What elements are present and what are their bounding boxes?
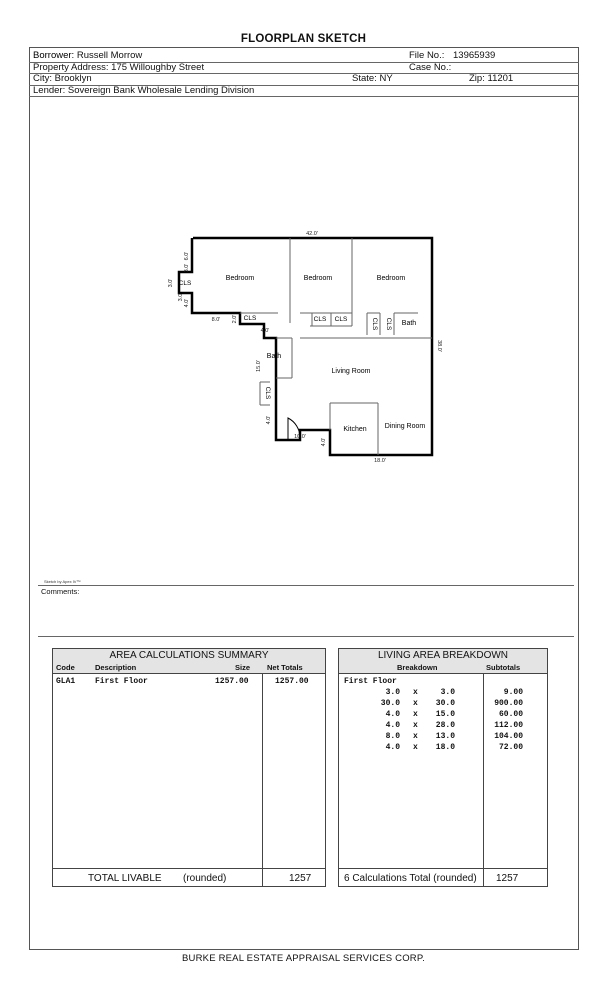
breakdown-b: 15.0 (435, 710, 455, 719)
breakdown-b: 28.0 (435, 721, 455, 730)
area-summary-header (53, 649, 325, 674)
borrower-label: Borrower: (33, 50, 75, 61)
closet-label: CLS (371, 317, 378, 331)
table-row-size: 1257.00 (215, 677, 249, 686)
dimension-right: 38.0' (436, 340, 442, 352)
comments-divider (38, 585, 574, 586)
breakdown-header (339, 649, 547, 674)
bedroom-1-label: Bedroom (225, 275, 255, 282)
area-summary-box (52, 648, 326, 887)
col-size: Size (235, 663, 251, 672)
column-divider (262, 673, 263, 887)
breakdown-a: 4.0 (385, 710, 400, 719)
breakdown-sub: 72.00 (498, 743, 523, 752)
dimension-cls-outer: 3.0' (168, 278, 174, 288)
closet-label: CLS (313, 316, 327, 323)
page-title: FLOORPLAN SKETCH (240, 33, 367, 45)
lender-label: Lender: (33, 85, 66, 96)
breakdown-x: x (413, 688, 418, 697)
dimension-hall-left: 15.0' (256, 360, 262, 372)
breakdown-x: x (413, 732, 418, 741)
dimension-cls-mid: 3.0' (178, 292, 184, 302)
breakdown-a: 4.0 (385, 743, 400, 752)
breakdown-b: 30.0 (435, 699, 455, 708)
total-divider (339, 868, 547, 869)
comments-label: Comments: (41, 587, 80, 596)
state-value: NY (379, 73, 393, 84)
breakdown-x: x (413, 721, 418, 730)
bedroom-2-label: Bedroom (303, 275, 333, 282)
address-label: Property Address: (33, 62, 109, 73)
breakdown-a: 4.0 (385, 721, 400, 730)
area-summary-title: AREA CALCULATIONS SUMMARY (109, 650, 269, 661)
dimension-kitchen-left: 4.0' (321, 437, 327, 447)
dining-room-label: Dining Room (384, 423, 426, 430)
breakdown-b: 18.0 (435, 743, 455, 752)
breakdown-a: 30.0 (380, 699, 400, 708)
breakdown-x: x (413, 710, 418, 719)
closet-label: CLS (264, 386, 271, 400)
lender-value: Sovereign Bank Wholesale Lending Division (67, 85, 255, 96)
dimension-step-2: 2.0' (232, 314, 238, 324)
breakdown-sub: 9.00 (503, 688, 523, 697)
case-no-label: Case No.: (409, 62, 452, 73)
column-divider (483, 673, 484, 887)
col-code: Code (56, 663, 75, 672)
table-row-net: 1257.00 (275, 677, 309, 686)
footer-company: BURKE REAL ESTATE APPRAISAL SERVICES CORP. (182, 953, 425, 964)
kitchen-label: Kitchen (343, 426, 367, 433)
breakdown-x: x (413, 743, 418, 752)
dimension-entry-bottom: 10.0' (294, 434, 306, 440)
total-livable-label: TOTAL LIVABLE (88, 873, 162, 884)
address-value: 175 Willoughby Street (111, 62, 205, 73)
breakdown-a: 8.0 (385, 732, 400, 741)
breakdown-total-value: 1257 (496, 873, 519, 884)
living-room-label: Living Room (331, 368, 371, 375)
dimension-hall-top: 4.0' (260, 328, 270, 334)
closet-label: CLS (243, 315, 257, 322)
dimension-cls-top: 3.0' (184, 263, 190, 273)
closet-label: CLS (334, 316, 348, 323)
dimension-top: 42.0' (306, 231, 318, 237)
zip-label: Zip: (469, 73, 485, 84)
bath-2-label: Bath (266, 353, 282, 360)
file-no-value: 13965939 (453, 50, 496, 61)
total-divider (53, 868, 325, 869)
breakdown-x: x (413, 699, 418, 708)
breakdown-total-label: 6 Calculations Total (rounded) (344, 873, 477, 884)
breakdown-sub: 112.00 (494, 721, 523, 730)
total-livable-note: (rounded) (183, 873, 227, 884)
breakdown-title: LIVING AREA BREAKDOWN (377, 650, 509, 661)
col-subtotals: Subtotals (486, 663, 521, 672)
breakdown-floor-label: First Floor (344, 677, 397, 686)
bath-1-label: Bath (401, 320, 417, 327)
file-no-label: File No.: (409, 50, 445, 61)
breakdown-sub: 60.00 (498, 710, 523, 719)
breakdown-a: 3.0 (385, 688, 400, 697)
state-label: State: (352, 73, 377, 84)
breakdown-b: 13.0 (435, 732, 455, 741)
dimension-entry-left: 4.0' (266, 415, 272, 425)
bedroom-3-label: Bedroom (376, 275, 406, 282)
dimension-cls-bottom: 4.0' (184, 298, 190, 308)
breakdown-b: 3.0 (440, 688, 455, 697)
city-label: City: (33, 73, 52, 84)
comments-divider (38, 636, 574, 637)
breakdown-sub: 900.00 (494, 699, 523, 708)
borrower-value: Russell Morrow (76, 50, 143, 61)
col-breakdown: Breakdown (397, 663, 438, 672)
sketch-credit: Sketch by Apex IV™ (44, 579, 81, 584)
table-row-code: GLA1 (56, 677, 76, 686)
breakdown-box (338, 648, 548, 887)
breakdown-sub: 104.00 (494, 732, 523, 741)
closet-label: CLS (385, 317, 392, 331)
zip-value: 11201 (487, 73, 514, 84)
city-value: Brooklyn (54, 73, 92, 84)
dimension-upper-left: 6.0' (184, 251, 190, 261)
col-description: Description (95, 663, 137, 672)
col-net-totals: Net Totals (267, 663, 303, 672)
total-livable-value: 1257 (289, 873, 312, 884)
closet-label: CLS (178, 280, 192, 287)
dimension-bottom: 18.0' (374, 458, 386, 464)
dimension-step-8: 8.0' (211, 317, 221, 323)
table-row-description: First Floor (95, 677, 148, 686)
